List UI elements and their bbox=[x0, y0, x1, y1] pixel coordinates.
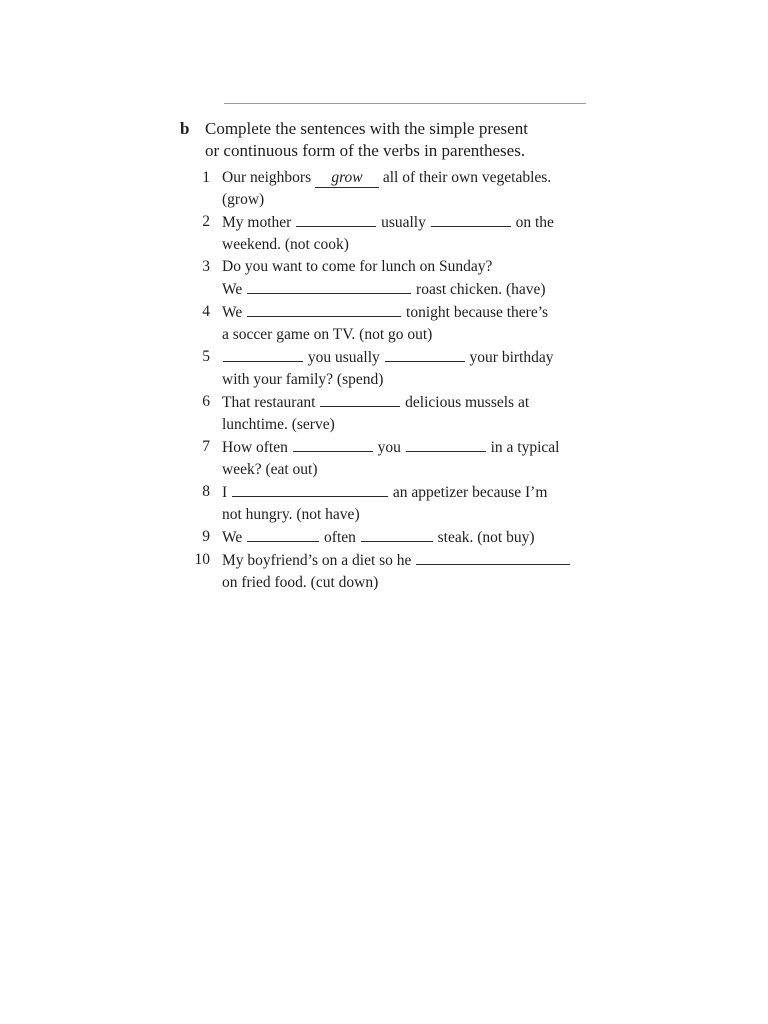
item-text: all of their own vegetables. bbox=[382, 169, 552, 186]
item-number: 4 bbox=[202, 303, 210, 320]
sentence-item-7 bbox=[180, 436, 600, 481]
item-text: weekend. (not cook) bbox=[222, 236, 349, 253]
answer-blank[interactable] bbox=[385, 346, 465, 362]
item-text: How often bbox=[222, 439, 288, 456]
item-text: with your family? (spend) bbox=[222, 371, 384, 388]
item-number: 5 bbox=[202, 348, 210, 365]
exercise-letter: b bbox=[180, 119, 190, 138]
item-text: week? (eat out) bbox=[222, 461, 318, 478]
sentence-item-3 bbox=[180, 256, 600, 301]
item-text: I bbox=[222, 484, 228, 501]
item-number: 6 bbox=[202, 393, 210, 410]
item-text: your birthday bbox=[469, 349, 554, 366]
item-number: 8 bbox=[202, 483, 210, 500]
item-text: an appetizer because I’m bbox=[392, 484, 548, 501]
item-text: Our neighbors bbox=[222, 169, 312, 186]
top-rule bbox=[224, 103, 586, 104]
sentence-item-2 bbox=[180, 211, 600, 256]
exercise-heading bbox=[180, 118, 600, 162]
answer-blank[interactable] bbox=[361, 526, 433, 542]
item-number: 2 bbox=[202, 213, 210, 230]
item-text: on the bbox=[515, 214, 554, 231]
item-text: We bbox=[222, 281, 243, 298]
item-text: That restaurant bbox=[222, 394, 316, 411]
item-text: usually bbox=[381, 214, 426, 231]
item-text: steak. (not buy) bbox=[437, 529, 535, 546]
item-text: lunchtime. (serve) bbox=[222, 416, 335, 433]
item-number: 9 bbox=[202, 528, 210, 545]
item-text: a soccer game on TV. (not go out) bbox=[222, 326, 433, 343]
item-text: in a typical bbox=[490, 439, 560, 456]
sentence-item-1 bbox=[180, 167, 600, 211]
item-text: We bbox=[222, 529, 243, 546]
answer-blank[interactable] bbox=[232, 481, 388, 497]
answer-blank[interactable] bbox=[416, 549, 570, 565]
answer-blank[interactable] bbox=[223, 346, 303, 362]
item-text: not hungry. (not have) bbox=[222, 506, 360, 523]
instruction-line-2: or continuous form of the verbs in parentheses. bbox=[205, 141, 526, 160]
item-text: We bbox=[222, 304, 243, 321]
item-number: 1 bbox=[202, 169, 210, 186]
item-text: you usually bbox=[307, 349, 380, 366]
answer-blank[interactable] bbox=[296, 211, 376, 227]
sentence-item-4 bbox=[180, 301, 600, 346]
item-text: (grow) bbox=[222, 191, 265, 208]
answer-blank[interactable] bbox=[247, 301, 401, 317]
answer-blank[interactable] bbox=[247, 278, 411, 294]
item-text: My boyfriend’s on a diet so he bbox=[222, 552, 412, 569]
item-number: 3 bbox=[202, 258, 210, 275]
item-text: My mother bbox=[222, 214, 292, 231]
item-text: Do you want to come for lunch on Sunday? bbox=[222, 258, 493, 275]
sentence-item-9 bbox=[180, 526, 600, 549]
sentence-item-8 bbox=[180, 481, 600, 526]
item-number: 10 bbox=[194, 551, 210, 568]
item-text: often bbox=[324, 529, 356, 546]
item-number: 7 bbox=[202, 438, 210, 455]
instruction-line-1: Complete the sentences with the simple present bbox=[205, 119, 528, 138]
item-text: tonight because there’s bbox=[406, 304, 549, 321]
item-text: delicious mussels at bbox=[405, 394, 530, 411]
answer-blank[interactable] bbox=[406, 436, 486, 452]
exercise-b bbox=[180, 118, 600, 594]
sentence-item-5 bbox=[180, 346, 600, 391]
sentence-item-10 bbox=[180, 549, 600, 594]
answer-blank[interactable] bbox=[293, 436, 373, 452]
answer-blank[interactable] bbox=[320, 391, 400, 407]
sentence-item-6 bbox=[180, 391, 600, 436]
answer-blank[interactable] bbox=[247, 526, 319, 542]
item-text: you bbox=[377, 439, 401, 456]
item-text: roast chicken. (have) bbox=[416, 281, 546, 298]
item-text: on fried food. (cut down) bbox=[222, 574, 379, 591]
answer-blank[interactable] bbox=[431, 211, 511, 227]
sentence-list bbox=[180, 167, 600, 594]
example-answer: grow bbox=[315, 168, 379, 188]
